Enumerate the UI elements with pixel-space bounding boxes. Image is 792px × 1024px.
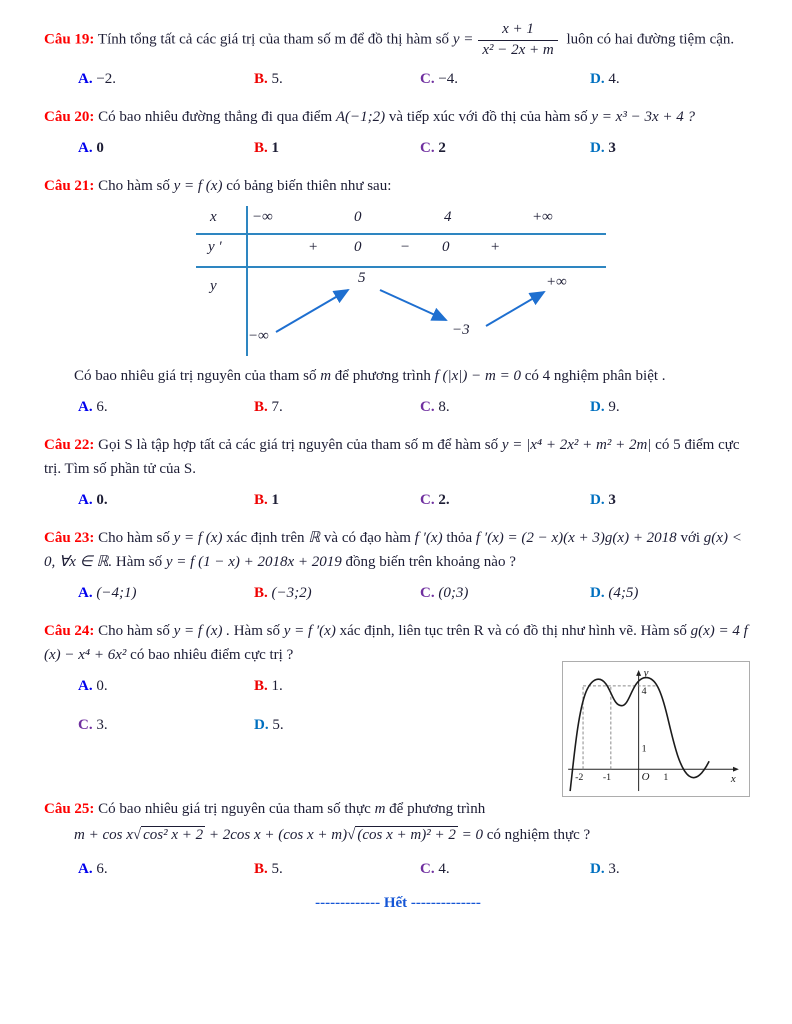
radicand: (cos x + m)² + 2 <box>357 827 456 843</box>
question-text-part: Có bao nhiêu giá trị nguyên của tham số <box>74 368 317 384</box>
option-value: 0. <box>96 678 108 694</box>
axis-label: x <box>730 773 736 786</box>
variation-table <box>196 206 606 356</box>
option-b <box>254 397 420 418</box>
radicand: cos² x + 2 <box>143 827 204 843</box>
question-text-part: và tiếp xúc với đồ thị của hàm số <box>388 109 588 125</box>
option-value: 5. <box>271 71 283 87</box>
option-letter: B. <box>254 860 268 877</box>
question-text-part: Có bao nhiêu đường thẳng đi qua điểm <box>98 109 333 125</box>
option-value: (0;3) <box>438 585 469 601</box>
option-value: 1 <box>271 140 280 156</box>
option-value: 6. <box>96 860 108 877</box>
option-value: (4;5) <box>608 585 639 601</box>
option-d <box>590 490 752 511</box>
option-value: 0. <box>96 492 108 508</box>
option-letter: D. <box>590 140 605 156</box>
option-value: 3 <box>608 492 616 508</box>
option-value: 8. <box>438 399 450 415</box>
arrow-up-icon <box>486 292 544 326</box>
math-expression: y = f (x) <box>173 530 223 546</box>
option-value: 0 <box>96 140 104 156</box>
question-text-part: Cho hàm số <box>98 530 170 546</box>
derivative-graph-figure <box>562 661 750 797</box>
question-text-part: Tính tổng tất cả các giá trị của tham số m để đồ thị hàm số <box>97 31 450 48</box>
formula-part: = 0 <box>461 827 483 843</box>
curve <box>570 678 709 791</box>
math-expression: m <box>374 801 386 817</box>
question-label: Câu 21: <box>44 178 95 194</box>
option-value: 1. <box>271 678 283 694</box>
question-text-part: với <box>680 530 701 546</box>
table-cell: y <box>210 278 217 294</box>
question-text-part: Cho hàm số <box>98 178 170 194</box>
axis-label: y <box>643 666 649 679</box>
option-c <box>420 859 590 880</box>
table-cell: x <box>210 209 217 225</box>
option-value: 5. <box>271 860 283 877</box>
question-text-part: có bảng biến thiên như sau: <box>226 178 392 194</box>
sqrt-icon: √ <box>132 827 142 843</box>
option-letter: A. <box>78 71 93 87</box>
options-grid <box>44 676 474 736</box>
option-letter: A. <box>78 140 93 156</box>
option-value: 4. <box>608 71 620 87</box>
option-value: (−3;2) <box>271 585 312 601</box>
option-b <box>254 490 420 511</box>
option-value: −4. <box>438 71 459 87</box>
question-text <box>44 526 752 574</box>
option-d <box>254 715 474 736</box>
arrow-up-icon <box>276 290 348 332</box>
options-row <box>44 69 752 90</box>
option-c <box>420 138 590 159</box>
option-c <box>420 397 590 418</box>
math-expression: f (|x|) − m = 0 <box>434 368 521 384</box>
question-text-part: có 4 nghiệm phân biệt . <box>524 368 666 384</box>
math-expression: g(x) < 0, ∀x ∈ ℝ. <box>44 530 742 570</box>
option-letter: B. <box>254 585 268 601</box>
option-value: −2. <box>96 71 117 87</box>
option-value: 9. <box>608 399 620 415</box>
question-22 <box>44 433 752 511</box>
options-row <box>44 583 752 604</box>
question-label: Câu 23: <box>44 530 95 546</box>
equation <box>44 821 752 850</box>
option-a <box>78 397 254 418</box>
sqrt-icon: √ <box>347 827 356 843</box>
option-letter: A. <box>78 585 93 601</box>
question-text <box>44 797 752 821</box>
question-text-part: có 5 điểm cực trị. Tìm số phần tử của S. <box>44 437 740 477</box>
option-letter: D. <box>590 399 605 415</box>
tick-label: 4 <box>641 685 647 697</box>
option-letter: B. <box>254 399 268 415</box>
math-expression: A(−1;2) <box>335 109 386 125</box>
option-d <box>590 397 752 418</box>
question-23 <box>44 526 752 604</box>
option-b <box>254 69 420 90</box>
option-letter: B. <box>254 140 268 156</box>
option-value: 5. <box>272 717 284 733</box>
table-cell: 5 <box>358 270 366 286</box>
option-letter: C. <box>420 860 435 877</box>
table-cell: y ′ <box>208 239 222 255</box>
formula-part: + 2cos x + (cos x + m) <box>208 827 348 843</box>
table-cell: + <box>490 239 501 255</box>
options-row <box>44 138 752 159</box>
table-cell: 4 <box>444 209 452 225</box>
option-letter: C. <box>420 399 435 415</box>
tick-label: 1 <box>663 772 669 784</box>
question-text <box>44 364 752 388</box>
question-text-part: Có bao nhiêu giá trị nguyên của tham số thực <box>98 801 371 817</box>
option-c <box>78 715 254 736</box>
tick-label: -2 <box>575 772 584 784</box>
fraction <box>478 20 557 60</box>
question-text <box>44 619 752 667</box>
question-text <box>44 433 752 481</box>
option-value: 1 <box>271 492 280 508</box>
question-19 <box>44 20 752 90</box>
option-letter: C. <box>78 717 93 733</box>
option-letter: C. <box>420 71 435 87</box>
option-value: 7. <box>271 399 283 415</box>
option-c <box>420 69 590 90</box>
math-expression: ℝ <box>308 530 321 546</box>
option-b <box>254 676 474 697</box>
option-letter: C. <box>420 140 435 156</box>
question-text-part: Hàm số <box>233 623 280 639</box>
question-text <box>44 174 752 198</box>
math-expression: m <box>320 368 332 384</box>
option-value: 2. <box>438 492 450 508</box>
fraction-numerator: x + 1 <box>502 21 534 37</box>
option-a <box>78 138 254 159</box>
math-expression: y = f (1 − x) + 2018x + 2019 <box>165 554 342 570</box>
option-letter: A. <box>78 399 93 415</box>
question-text-part: thỏa <box>446 530 473 546</box>
table-cell: −∞ <box>248 328 269 344</box>
option-letter: D. <box>590 492 605 508</box>
table-cell: 0 <box>354 209 362 225</box>
arrow-down-icon <box>380 290 446 320</box>
fraction-denominator: x² − 2x + m <box>478 40 557 61</box>
math-expression: f ′(x) = (2 − x)(x + 3)g(x) + 2018 <box>475 530 677 546</box>
option-c <box>420 583 590 604</box>
question-label: Câu 25: <box>44 801 95 817</box>
option-b <box>254 583 420 604</box>
option-value: (−4;1) <box>96 585 137 601</box>
question-25 <box>44 797 752 880</box>
option-a <box>78 676 254 697</box>
options-row <box>44 859 752 880</box>
option-letter: C. <box>420 585 435 601</box>
math-expression: g(x) = 4 f (x) − x⁴ + 6x² <box>44 623 748 663</box>
question-text-part: xác định trên <box>226 530 305 546</box>
q24-graph <box>563 662 749 796</box>
option-letter: B. <box>254 71 268 87</box>
option-d <box>590 138 752 159</box>
question-text-part: luôn có hai đường tiệm cận. <box>566 31 735 48</box>
option-letter: D. <box>590 860 605 877</box>
table-cell: − <box>400 239 411 255</box>
question-text-part: xác định, liên tục trên R và có đồ thị như hình vẽ. Hàm số <box>339 623 687 639</box>
question-text-part: và có đạo hàm <box>323 530 411 546</box>
math-expression: y = x³ − 3x + 4 ? <box>591 109 695 125</box>
question-21 <box>44 174 752 418</box>
table-cell: −3 <box>452 322 470 338</box>
table-cell: −∞ <box>252 209 273 225</box>
table-cell: +∞ <box>546 274 567 290</box>
question-text-part: đồng biến trên khoảng nào ? <box>345 554 516 570</box>
question-text-part: để phương trình <box>334 368 431 384</box>
question-text-part: để phương trình <box>389 801 486 817</box>
option-d <box>590 583 752 604</box>
math-expression: y = |x⁴ + 2x² + m² + 2m| <box>501 437 652 453</box>
option-letter: B. <box>254 678 268 694</box>
option-a <box>78 69 254 90</box>
option-value: 3. <box>96 717 108 733</box>
question-20 <box>44 105 752 159</box>
option-a <box>78 583 254 604</box>
math-expression: y = f ′(x) <box>283 623 336 639</box>
math-expression: f ′(x) <box>414 530 443 546</box>
table-cell: +∞ <box>532 209 553 225</box>
table-cell: 0 <box>354 239 362 255</box>
question-text-part: có bao nhiêu điểm cực trị ? <box>130 647 294 663</box>
option-value: 4. <box>438 860 450 877</box>
question-text <box>44 20 752 60</box>
option-letter: A. <box>78 860 93 877</box>
math-expression: y = f (x) . <box>173 623 230 639</box>
question-text-part: Gọi S là tập hợp tất cả các giá trị nguyên của tham số m để hàm số <box>98 437 499 453</box>
tick-label: 1 <box>641 743 647 755</box>
option-c <box>420 490 590 511</box>
option-b <box>254 138 420 159</box>
options-row <box>44 397 752 418</box>
option-value: 6. <box>96 399 108 415</box>
option-value: 3 <box>608 140 616 156</box>
option-a <box>78 490 254 511</box>
question-label: Câu 24: <box>44 623 95 639</box>
option-letter: A. <box>78 492 93 508</box>
question-24 <box>44 619 752 791</box>
end-marker: ------------- Hết -------------- <box>315 894 481 911</box>
option-letter: D. <box>590 71 605 87</box>
question-text-part: có nghiệm thực ? <box>486 827 591 843</box>
option-letter: D. <box>590 585 605 601</box>
formula-part: m + cos x <box>74 827 133 843</box>
option-letter: B. <box>254 492 268 508</box>
question-text-part: Hàm số <box>115 554 163 570</box>
question-text <box>44 105 752 129</box>
question-label: Câu 20: <box>44 109 95 125</box>
option-letter: A. <box>78 678 93 694</box>
option-letter: C. <box>420 492 435 508</box>
option-value: 3. <box>608 860 620 877</box>
table-cell: + <box>308 239 319 255</box>
option-a <box>78 859 254 880</box>
options-row <box>44 490 752 511</box>
table-cell: 0 <box>442 239 450 255</box>
question-text-part: Cho hàm số <box>98 623 170 639</box>
option-b <box>254 859 420 880</box>
option-value: 2 <box>438 140 446 156</box>
tick-label: -1 <box>602 772 612 784</box>
origin-label: O <box>641 771 650 784</box>
math-expression: y = f (x) <box>173 178 223 194</box>
option-d <box>590 69 752 90</box>
option-d <box>590 859 752 880</box>
question-label: Câu 19: <box>44 31 95 48</box>
option-letter: D. <box>254 717 269 733</box>
question-label: Câu 22: <box>44 437 95 453</box>
equation-lhs: y = <box>452 31 474 48</box>
